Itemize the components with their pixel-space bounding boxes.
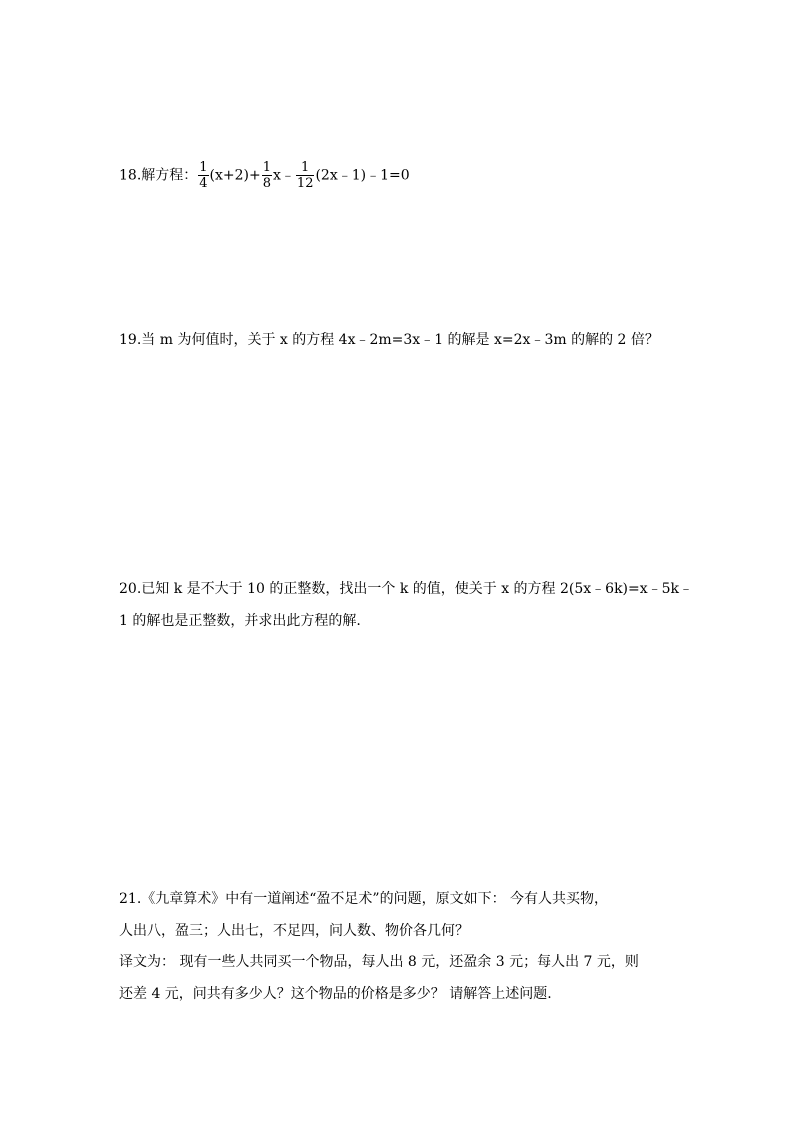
fraction-denominator: 8 (262, 176, 272, 191)
question-21-line-1: 21.《九章算术》中有一道阐述“盈不足术”的问题，原文如下： 今有人共买物， (119, 891, 609, 907)
question-21-line-3: 译文为： 现有一些人共同买一个物品，每人出 8 元，还盈余 3 元；每人出 7 元，则 (119, 954, 639, 970)
question-21-line-2: 人出八，盈三；人出七，不足四，问人数、物价各几何？ (119, 923, 469, 939)
fraction-numerator: 1 (262, 160, 272, 175)
fraction-1-8 (262, 160, 272, 191)
fraction-numerator: 1 (296, 160, 315, 176)
q18-expr-part1: (x+2)+ (209, 167, 261, 184)
fraction-1-4 (198, 160, 208, 191)
q18-expr-part3: (2x﹣1)﹣1=0 (315, 167, 410, 184)
question-21-line-4: 还差 4 元，问共有多少人？这个物品的价格是多少？ 请解答上述问题. (119, 986, 552, 1002)
question-18 (119, 160, 410, 191)
question-20-line-2: 1 的解也是正整数，并求出此方程的解. (119, 613, 361, 629)
q18-expr-part2: x﹣ (273, 167, 295, 184)
q18-label: 18.解方程： (119, 167, 198, 184)
fraction-denominator: 12 (296, 176, 314, 191)
question-19: 19.当 m 为何值时，关于 x 的方程 4x﹣2m=3x﹣1 的解是 x=2x﹣3m 的解的 2 倍？ (119, 332, 659, 348)
fraction-1-12 (296, 160, 315, 191)
fraction-denominator: 4 (199, 176, 208, 191)
fraction-numerator: 1 (199, 160, 208, 175)
question-20-line-1: 20.已知 k 是不大于 10 的正整数，找出一个 k 的值，使关于 x 的方程 2(5x﹣6k)=x﹣5k﹣ (119, 581, 694, 597)
